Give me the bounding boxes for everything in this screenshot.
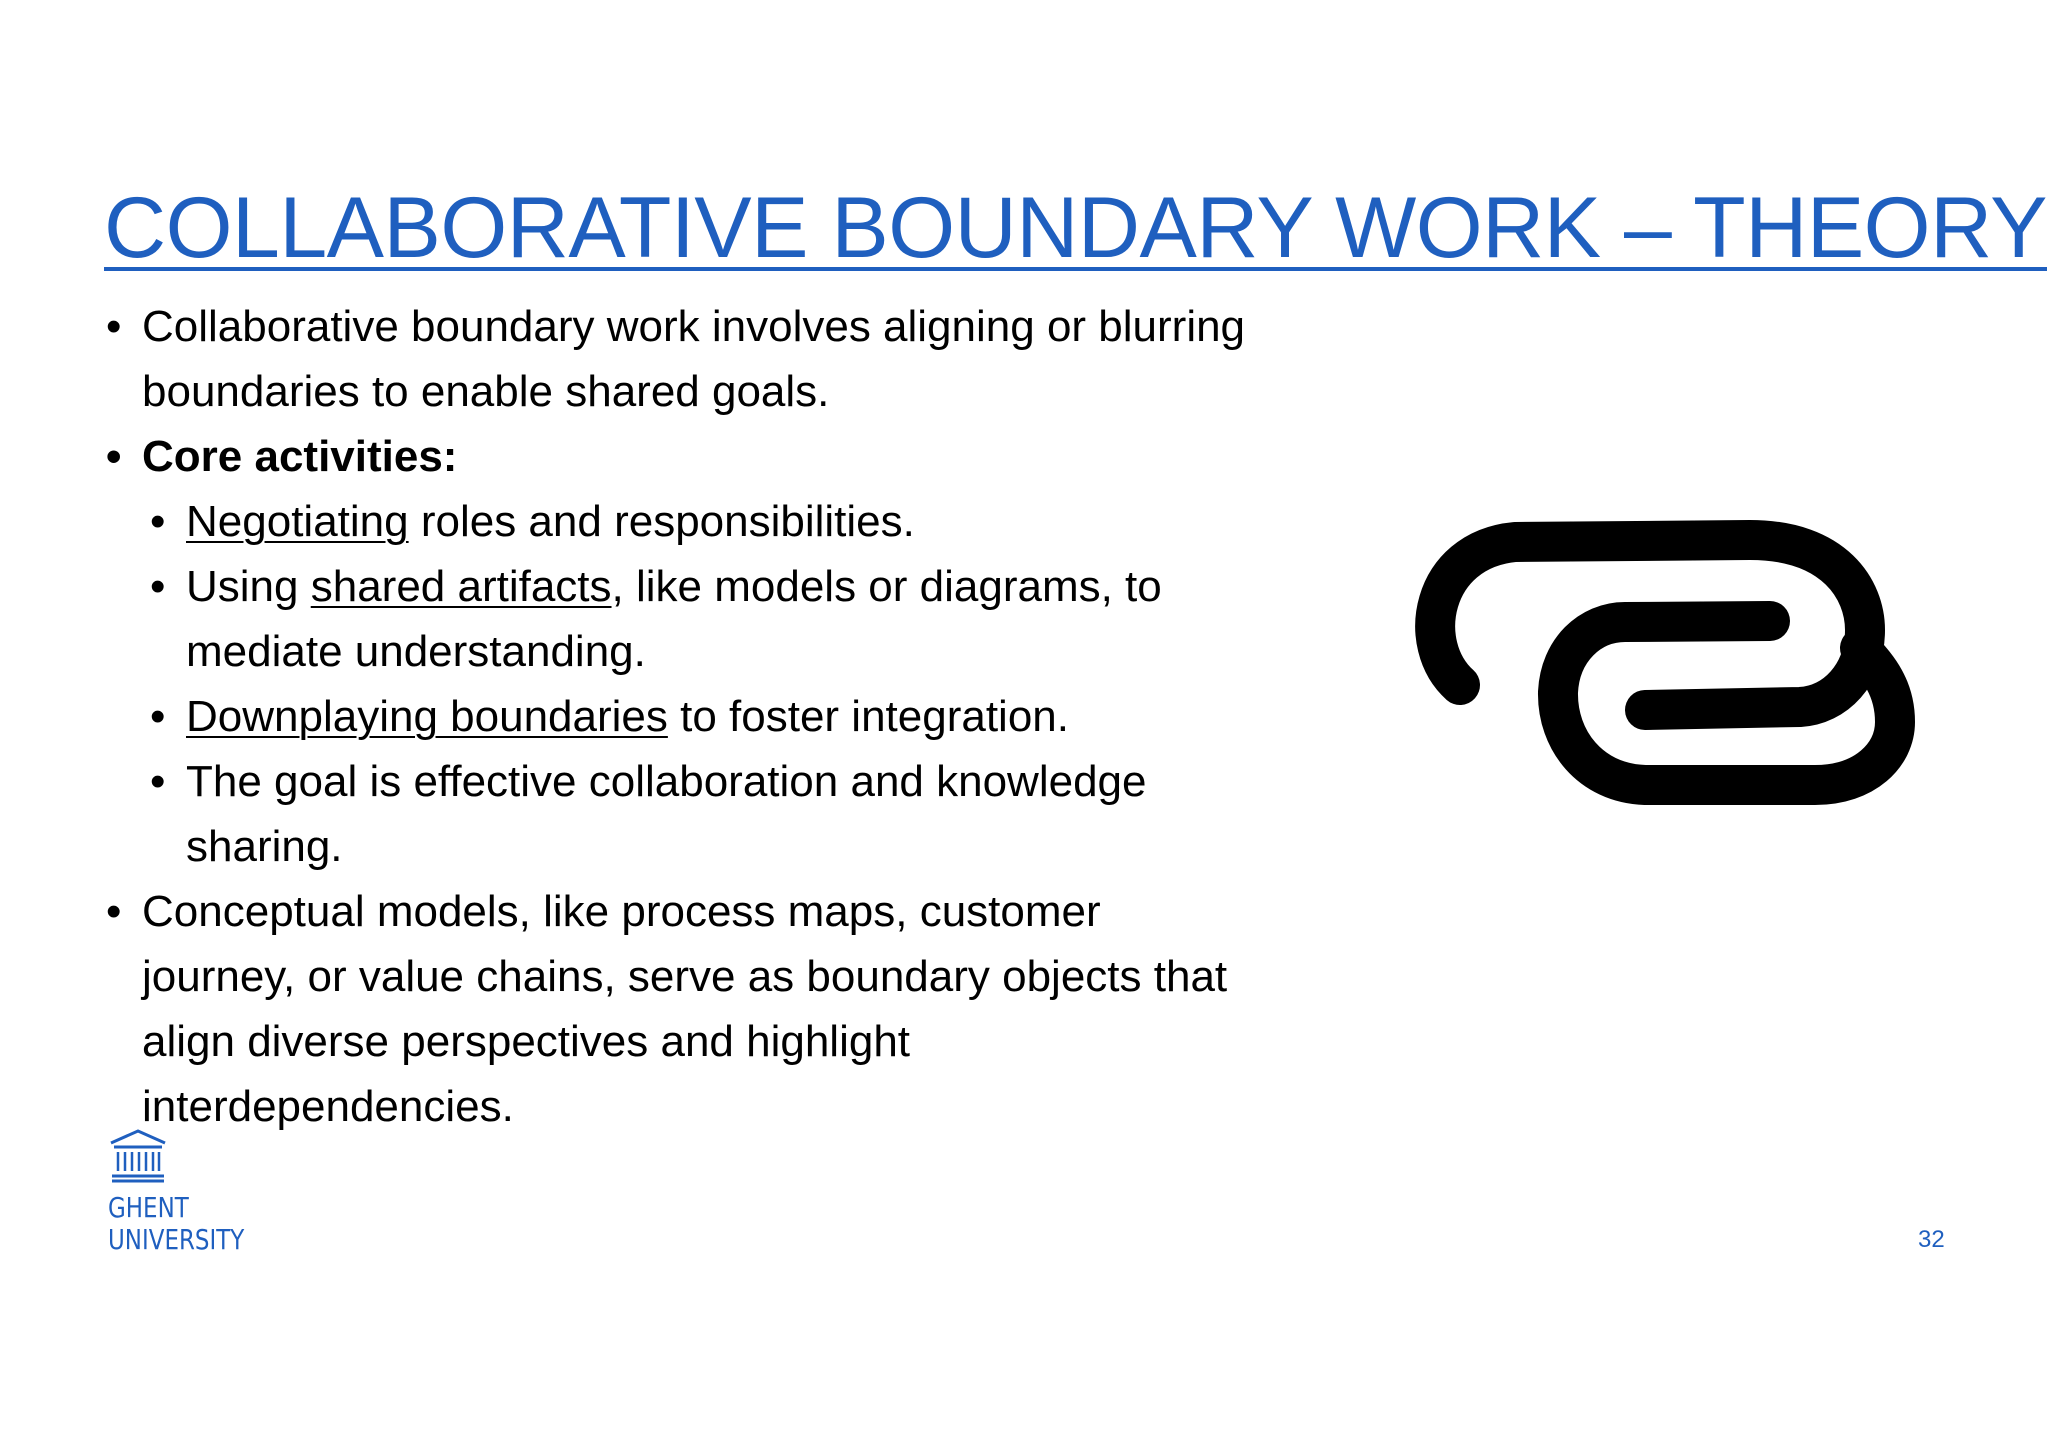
- bullet-boundary-work: [104, 294, 1264, 424]
- negotiating-term: Negotiating: [186, 497, 409, 546]
- slide-title: COLLABORATIVE BOUNDARY WORK – THEORY: [104, 180, 2047, 276]
- bullet-conceptual-models: [104, 879, 1264, 1139]
- core-activities-label: Core activities:: [142, 432, 458, 481]
- page-number: 32: [1918, 1226, 1945, 1253]
- bullet-boundary-work-text: Collaborative boundary work involves aligning or blurring boundaries to enable shared goals.: [142, 302, 1246, 416]
- wordmark-line-university: UNIVERSITY: [108, 1223, 245, 1256]
- shared-artifacts-pre: Using: [186, 562, 311, 611]
- university-wordmark: [108, 1192, 244, 1256]
- sub-bullet-goal: [148, 749, 1264, 879]
- bullet-core-activities: [104, 424, 1264, 489]
- negotiating-rest: roles and responsibilities.: [408, 497, 915, 546]
- slide-content: [104, 294, 1264, 1139]
- shared-artifacts-term: shared artifacts: [310, 562, 612, 611]
- downplaying-rest: to foster integration.: [667, 692, 1069, 741]
- sub-bullet-negotiating: [148, 489, 1264, 554]
- wordmark-line-ghent: GHENT: [108, 1191, 189, 1224]
- goal-text: The goal is effective collaboration and knowledge sharing.: [186, 757, 1147, 871]
- sub-bullet-downplaying: [148, 684, 1264, 749]
- shared-artifacts-rest: , like models or diagrams, to mediate understanding.: [186, 562, 1162, 676]
- downplaying-term: Downplaying boundaries: [186, 692, 668, 741]
- conceptual-models-text: Conceptual models, like process maps, customer journey, or value chains, serve as boundary objects that align diverse perspectives and highlight interdependencies.: [142, 887, 1228, 1131]
- sub-bullet-shared-artifacts: [148, 554, 1264, 684]
- chain-link-icon: [1395, 510, 1935, 830]
